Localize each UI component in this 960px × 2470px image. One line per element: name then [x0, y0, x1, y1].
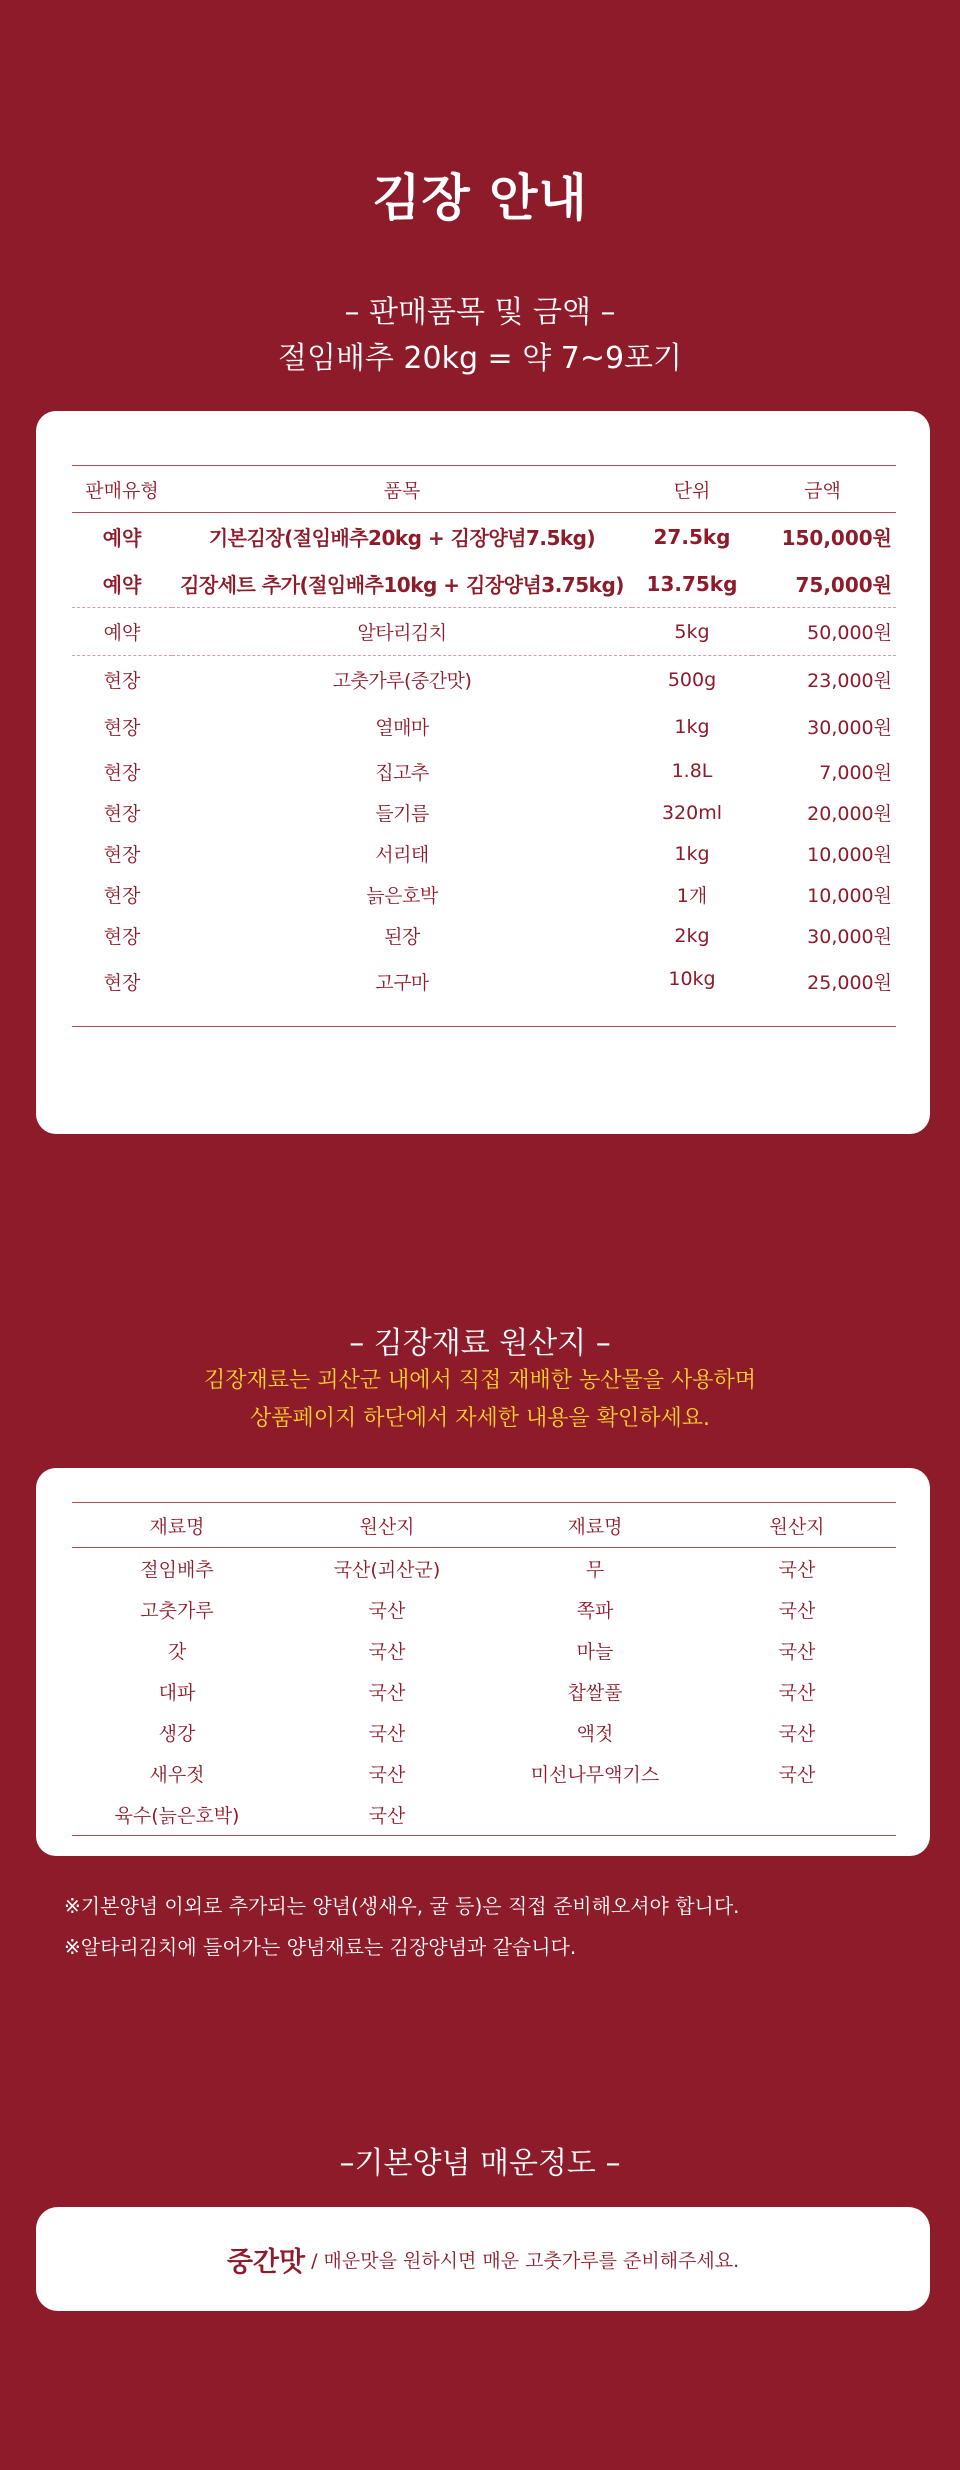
row-type: 예약	[72, 608, 172, 656]
table-row	[72, 750, 896, 792]
row-unit: 1kg	[674, 842, 710, 865]
row-item: 기본김장(절임배추20kg + 김장양념7.5kg)	[208, 526, 596, 550]
row-unit: 1개	[676, 885, 708, 907]
table-row	[72, 608, 896, 656]
row-item: 집고추	[375, 761, 429, 784]
table-row	[72, 560, 896, 608]
table-row	[72, 874, 896, 915]
ingredient-name: 절임배추	[140, 1559, 214, 1581]
row-item: 들기름	[375, 803, 429, 825]
table-row	[72, 833, 896, 874]
table-row	[72, 1630, 896, 1671]
row-unit: 5kg	[632, 608, 752, 656]
row-price: 20,000원	[807, 803, 892, 825]
table-row	[72, 703, 896, 750]
row-type: 현장	[103, 670, 141, 692]
spicy-level: 중간맛	[226, 2246, 306, 2278]
table-row	[72, 1548, 896, 1590]
ingredient-origin: 국산	[368, 1764, 406, 1786]
row-item: 고춧가루(중간맛)	[332, 670, 472, 692]
row-unit: 320ml	[661, 801, 723, 824]
row-price: 50,000원	[752, 608, 896, 656]
row-unit: 1kg	[674, 715, 710, 738]
ingredient-origin: 국산	[368, 1641, 406, 1663]
ingredient-name: 무	[585, 1559, 605, 1581]
column-header-unit: 단위	[632, 466, 752, 513]
ingredient-name: 액젓	[576, 1723, 614, 1745]
row-unit: 1.8L	[671, 760, 713, 782]
origin-table	[72, 1502, 896, 1836]
ingredient-name: 미선나무액기스	[530, 1764, 660, 1786]
row-unit: 27.5kg	[653, 524, 731, 549]
table-row	[72, 956, 896, 1027]
table-row	[72, 792, 896, 833]
row-price: 10,000원	[807, 885, 892, 907]
ingredient-origin: 국산	[282, 1794, 492, 1836]
row-price: 7,000원	[819, 761, 892, 784]
row-unit: 10kg	[632, 956, 752, 1027]
ingredient-name: 대파	[158, 1682, 196, 1704]
row-unit: 2kg	[674, 924, 710, 947]
table-row	[72, 1794, 896, 1836]
column-header-origin: 원산지	[698, 1503, 896, 1548]
price-table-header	[72, 466, 896, 513]
origin-table-header	[72, 1503, 896, 1548]
row-item: 된장	[384, 926, 420, 948]
ingredient-origin: 국산	[778, 1764, 816, 1786]
note-line: ※알타리김치에 들어가는 양념재료는 김장양념과 같습니다.	[64, 1935, 577, 1959]
spicy-heading: –기본양념 매운정도 –	[339, 2146, 621, 2181]
row-price: 23,000원	[807, 670, 892, 692]
ingredient-name: 갓	[167, 1641, 187, 1663]
column-header-price: 금액	[752, 466, 896, 513]
spicy-level-card	[36, 2207, 930, 2311]
price-table	[72, 465, 896, 1027]
table-row	[72, 1671, 896, 1712]
origin-intro-line2: 상품페이지 하단에서 자세한 내용을 확인하세요.	[249, 1406, 710, 1431]
ingredient-origin: 국산	[778, 1559, 816, 1581]
row-type: 현장	[103, 803, 141, 825]
row-type: 현장	[103, 761, 141, 784]
column-header-ingredient: 재료명	[492, 1503, 698, 1548]
row-type: 현장	[103, 717, 141, 739]
ingredient-name: 고춧가루	[140, 1600, 214, 1622]
table-row	[72, 915, 896, 956]
ingredient-name: 육수(늙은호박)	[72, 1794, 282, 1836]
ingredient-origin: 국산	[368, 1723, 406, 1745]
column-header-type: 판매유형	[72, 466, 172, 513]
column-header-origin: 원산지	[282, 1503, 492, 1548]
row-item: 열매마	[375, 717, 429, 739]
ingredient-origin: 국산	[368, 1682, 406, 1704]
sales-heading: – 판매품목 및 금액 –	[344, 295, 616, 330]
notes	[64, 1886, 740, 1968]
ingredient-origin: 국산	[778, 1641, 816, 1663]
ingredient-name	[492, 1794, 698, 1836]
row-item: 서리태	[375, 844, 429, 866]
table-row	[72, 513, 896, 561]
row-item: 김장세트 추가(절임배추10kg + 김장양념3.75kg)	[172, 560, 632, 608]
row-type: 현장	[72, 956, 172, 1027]
column-header-item: 품목	[172, 466, 632, 513]
ingredient-origin: 국산	[778, 1600, 816, 1622]
column-header-ingredient: 재료명	[72, 1503, 282, 1548]
ingredient-name: 생강	[158, 1723, 196, 1745]
row-type: 현장	[103, 844, 141, 866]
row-price: 75,000원	[752, 560, 896, 608]
row-unit: 500g	[667, 668, 717, 691]
ingredient-origin: 국산	[778, 1682, 816, 1704]
row-price: 30,000원	[807, 717, 892, 739]
row-price: 25,000원	[752, 956, 896, 1027]
table-row	[72, 1712, 896, 1753]
row-price: 10,000원	[807, 844, 892, 866]
ingredient-origin: 국산	[368, 1600, 406, 1622]
ingredient-origin: 국산(괴산군)	[333, 1559, 441, 1581]
ingredient-name: 새우젓	[149, 1764, 205, 1786]
row-type: 예약	[102, 526, 142, 550]
table-row	[72, 656, 896, 704]
row-type: 현장	[103, 926, 141, 948]
row-unit: 13.75kg	[632, 560, 752, 608]
ingredient-origin: 국산	[778, 1723, 816, 1745]
spicy-description: / 매운맛을 원하시면 매운 고춧가루를 준비해주세요.	[311, 2249, 740, 2272]
origin-card	[36, 1468, 930, 1856]
ingredient-name: 마늘	[576, 1641, 614, 1663]
origin-heading: – 김장재료 원산지 –	[349, 1326, 611, 1361]
row-item: 알타리김치	[172, 608, 632, 656]
page-title: 김장 안내	[372, 169, 588, 227]
table-row	[72, 1753, 896, 1794]
price-card	[36, 411, 930, 1134]
table-row	[72, 1589, 896, 1630]
row-price: 30,000원	[807, 926, 892, 948]
row-price: 150,000원	[781, 526, 892, 550]
row-type: 현장	[103, 885, 141, 907]
sales-subheading: 절임배추 20kg = 약 7~9포기	[277, 341, 683, 376]
ingredient-name: 쪽파	[576, 1600, 614, 1622]
ingredient-origin	[698, 1794, 896, 1836]
row-item: 늙은호박	[366, 885, 438, 907]
ingredient-name: 찹쌀풀	[567, 1682, 623, 1704]
row-type: 예약	[72, 560, 172, 608]
origin-intro-line1: 김장재료는 괴산군 내에서 직접 재배한 농산물을 사용하며	[203, 1368, 756, 1393]
note-line: ※기본양념 이외로 추가되는 양념(생새우, 굴 등)은 직접 준비해오셔야 합니다.	[64, 1894, 740, 1918]
row-item: 고구마	[172, 956, 632, 1027]
